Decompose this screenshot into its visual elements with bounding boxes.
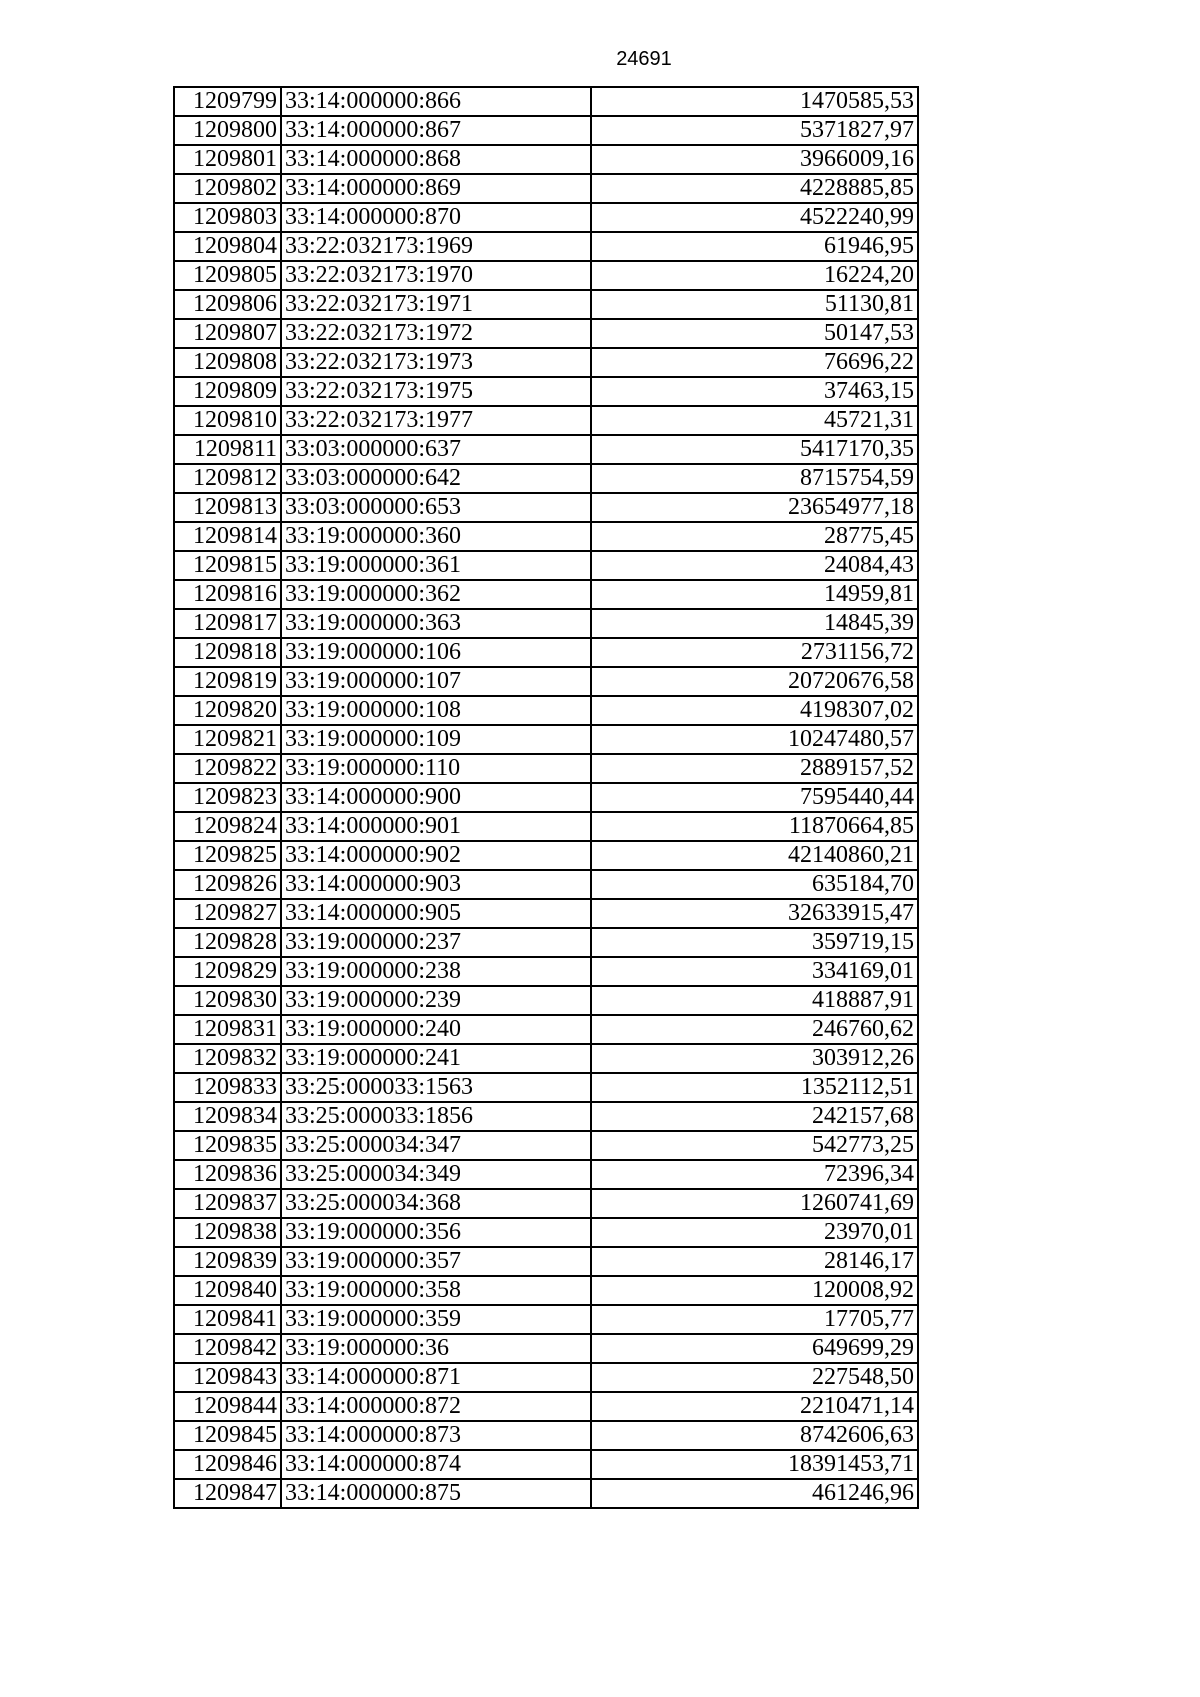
cadastral-value-cell: 1260741,69 xyxy=(591,1189,918,1218)
table-row xyxy=(174,1392,918,1421)
row-id-cell: 1209847 xyxy=(174,1479,281,1508)
row-id-cell: 1209818 xyxy=(174,638,281,667)
row-id-cell: 1209807 xyxy=(174,319,281,348)
cadastral-value-cell: 16224,20 xyxy=(591,261,918,290)
table-row xyxy=(174,609,918,638)
cadastral-number-cell: 33:25:000034:368 xyxy=(281,1189,591,1218)
cadastral-value-cell: 45721,31 xyxy=(591,406,918,435)
row-id-cell: 1209808 xyxy=(174,348,281,377)
row-id-cell: 1209834 xyxy=(174,1102,281,1131)
cadastral-value-cell: 23654977,18 xyxy=(591,493,918,522)
cadastral-value-cell: 24084,43 xyxy=(591,551,918,580)
cadastral-value-cell: 28775,45 xyxy=(591,522,918,551)
row-id-cell: 1209828 xyxy=(174,928,281,957)
cadastral-number-cell: 33:19:000000:107 xyxy=(281,667,591,696)
table-row xyxy=(174,638,918,667)
table-row xyxy=(174,696,918,725)
row-id-cell: 1209822 xyxy=(174,754,281,783)
cadastral-value-cell: 50147,53 xyxy=(591,319,918,348)
row-id-cell: 1209824 xyxy=(174,812,281,841)
table-row xyxy=(174,667,918,696)
row-id-cell: 1209812 xyxy=(174,464,281,493)
cadastral-value-cell: 1470585,53 xyxy=(591,87,918,116)
table-row xyxy=(174,899,918,928)
table-row xyxy=(174,1160,918,1189)
cadastral-number-cell: 33:19:000000:356 xyxy=(281,1218,591,1247)
row-id-cell: 1209846 xyxy=(174,1450,281,1479)
cadastral-number-cell: 33:19:000000:237 xyxy=(281,928,591,957)
row-id-cell: 1209817 xyxy=(174,609,281,638)
row-id-cell: 1209829 xyxy=(174,957,281,986)
cadastral-number-cell: 33:14:000000:874 xyxy=(281,1450,591,1479)
cadastral-value-cell: 42140860,21 xyxy=(591,841,918,870)
row-id-cell: 1209826 xyxy=(174,870,281,899)
table-row xyxy=(174,551,918,580)
table-row xyxy=(174,377,918,406)
row-id-cell: 1209836 xyxy=(174,1160,281,1189)
table-row xyxy=(174,1015,918,1044)
cadastral-value-cell: 3966009,16 xyxy=(591,145,918,174)
row-id-cell: 1209809 xyxy=(174,377,281,406)
row-id-cell: 1209815 xyxy=(174,551,281,580)
table-row xyxy=(174,870,918,899)
cadastral-number-cell: 33:14:000000:900 xyxy=(281,783,591,812)
table-row xyxy=(174,232,918,261)
table-row xyxy=(174,1131,918,1160)
cadastral-value-cell: 334169,01 xyxy=(591,957,918,986)
cadastral-value-cell: 10247480,57 xyxy=(591,725,918,754)
page-number: 24691 xyxy=(616,48,672,70)
table-row xyxy=(174,986,918,1015)
table-row xyxy=(174,1363,918,1392)
row-id-cell: 1209842 xyxy=(174,1334,281,1363)
cadastral-value-cell: 76696,22 xyxy=(591,348,918,377)
table-row xyxy=(174,1102,918,1131)
cadastral-value-cell: 5371827,97 xyxy=(591,116,918,145)
table-row xyxy=(174,464,918,493)
table-row xyxy=(174,1305,918,1334)
table-row xyxy=(174,1073,918,1102)
table-row xyxy=(174,348,918,377)
table-row xyxy=(174,957,918,986)
row-id-cell: 1209837 xyxy=(174,1189,281,1218)
table-row xyxy=(174,319,918,348)
row-id-cell: 1209811 xyxy=(174,435,281,464)
row-id-cell: 1209830 xyxy=(174,986,281,1015)
cadastral-value-cell: 1352112,51 xyxy=(591,1073,918,1102)
cadastral-value-cell: 11870664,85 xyxy=(591,812,918,841)
table-row xyxy=(174,1421,918,1450)
cadastral-number-cell: 33:19:000000:357 xyxy=(281,1247,591,1276)
table-row xyxy=(174,1247,918,1276)
cadastral-number-cell: 33:19:000000:239 xyxy=(281,986,591,1015)
row-id-cell: 1209802 xyxy=(174,174,281,203)
cadastral-value-cell: 461246,96 xyxy=(591,1479,918,1508)
cadastral-number-cell: 33:19:000000:362 xyxy=(281,580,591,609)
table-row xyxy=(174,522,918,551)
row-id-cell: 1209813 xyxy=(174,493,281,522)
row-id-cell: 1209806 xyxy=(174,290,281,319)
row-id-cell: 1209844 xyxy=(174,1392,281,1421)
cadastral-number-cell: 33:14:000000:872 xyxy=(281,1392,591,1421)
table-body xyxy=(174,87,918,1508)
cadastral-number-cell: 33:19:000000:36 xyxy=(281,1334,591,1363)
cadastral-value-cell: 242157,68 xyxy=(591,1102,918,1131)
cadastral-value-cell: 17705,77 xyxy=(591,1305,918,1334)
row-id-cell: 1209801 xyxy=(174,145,281,174)
cadastral-value-cell: 4228885,85 xyxy=(591,174,918,203)
cadastral-number-cell: 33:14:000000:905 xyxy=(281,899,591,928)
cadastral-number-cell: 33:22:032173:1971 xyxy=(281,290,591,319)
row-id-cell: 1209816 xyxy=(174,580,281,609)
cadastral-value-cell: 635184,70 xyxy=(591,870,918,899)
cadastral-value-cell: 14845,39 xyxy=(591,609,918,638)
cadastral-number-cell: 33:14:000000:902 xyxy=(281,841,591,870)
cadastral-number-cell: 33:14:000000:869 xyxy=(281,174,591,203)
cadastral-value-cell: 20720676,58 xyxy=(591,667,918,696)
row-id-cell: 1209820 xyxy=(174,696,281,725)
row-id-cell: 1209832 xyxy=(174,1044,281,1073)
row-id-cell: 1209803 xyxy=(174,203,281,232)
cadastral-number-cell: 33:19:000000:106 xyxy=(281,638,591,667)
cadastral-value-cell: 4198307,02 xyxy=(591,696,918,725)
table-row xyxy=(174,1450,918,1479)
table-row xyxy=(174,290,918,319)
cadastral-number-cell: 33:19:000000:363 xyxy=(281,609,591,638)
cadastral-value-cell: 32633915,47 xyxy=(591,899,918,928)
row-id-cell: 1209804 xyxy=(174,232,281,261)
cadastral-number-cell: 33:14:000000:867 xyxy=(281,116,591,145)
table-row xyxy=(174,261,918,290)
table-row xyxy=(174,174,918,203)
cadastral-value-cell: 649699,29 xyxy=(591,1334,918,1363)
cadastral-number-cell: 33:19:000000:240 xyxy=(281,1015,591,1044)
cadastral-value-cell: 8715754,59 xyxy=(591,464,918,493)
cadastral-value-cell: 61946,95 xyxy=(591,232,918,261)
table-row xyxy=(174,754,918,783)
cadastral-value-cell: 4522240,99 xyxy=(591,203,918,232)
cadastral-value-cell: 37463,15 xyxy=(591,377,918,406)
row-id-cell: 1209843 xyxy=(174,1363,281,1392)
cadastral-value-cell: 246760,62 xyxy=(591,1015,918,1044)
cadastral-number-cell: 33:22:032173:1969 xyxy=(281,232,591,261)
cadastral-number-cell: 33:19:000000:241 xyxy=(281,1044,591,1073)
cadastral-number-cell: 33:03:000000:637 xyxy=(281,435,591,464)
table-row xyxy=(174,203,918,232)
table-row xyxy=(174,1189,918,1218)
cadastral-value-cell: 120008,92 xyxy=(591,1276,918,1305)
cadastral-number-cell: 33:25:000034:349 xyxy=(281,1160,591,1189)
row-id-cell: 1209810 xyxy=(174,406,281,435)
cadastral-number-cell: 33:22:032173:1972 xyxy=(281,319,591,348)
cadastral-number-cell: 33:19:000000:358 xyxy=(281,1276,591,1305)
table-row xyxy=(174,580,918,609)
cadastral-number-cell: 33:19:000000:110 xyxy=(281,754,591,783)
cadastral-number-cell: 33:25:000033:1563 xyxy=(281,1073,591,1102)
cadastral-number-cell: 33:03:000000:642 xyxy=(281,464,591,493)
cadastral-value-cell: 72396,34 xyxy=(591,1160,918,1189)
cadastral-number-cell: 33:22:032173:1977 xyxy=(281,406,591,435)
table-row xyxy=(174,145,918,174)
table-row xyxy=(174,928,918,957)
cadastral-number-cell: 33:14:000000:866 xyxy=(281,87,591,116)
row-id-cell: 1209805 xyxy=(174,261,281,290)
row-id-cell: 1209841 xyxy=(174,1305,281,1334)
cadastral-number-cell: 33:03:000000:653 xyxy=(281,493,591,522)
cadastral-value-cell: 28146,17 xyxy=(591,1247,918,1276)
cadastral-number-cell: 33:14:000000:873 xyxy=(281,1421,591,1450)
cadastral-value-cell: 23970,01 xyxy=(591,1218,918,1247)
table-row xyxy=(174,1218,918,1247)
table-row xyxy=(174,783,918,812)
row-id-cell: 1209827 xyxy=(174,899,281,928)
cadastral-number-cell: 33:19:000000:360 xyxy=(281,522,591,551)
table-row xyxy=(174,1044,918,1073)
cadastral-value-cell: 227548,50 xyxy=(591,1363,918,1392)
cadastral-value-cell: 7595440,44 xyxy=(591,783,918,812)
row-id-cell: 1209839 xyxy=(174,1247,281,1276)
cadastral-value-cell: 418887,91 xyxy=(591,986,918,1015)
table-row xyxy=(174,116,918,145)
cadastral-value-cell: 542773,25 xyxy=(591,1131,918,1160)
cadastral-number-cell: 33:19:000000:361 xyxy=(281,551,591,580)
cadastral-value-cell: 18391453,71 xyxy=(591,1450,918,1479)
row-id-cell: 1209838 xyxy=(174,1218,281,1247)
row-id-cell: 1209840 xyxy=(174,1276,281,1305)
row-id-cell: 1209835 xyxy=(174,1131,281,1160)
cadastral-number-cell: 33:25:000033:1856 xyxy=(281,1102,591,1131)
cadastral-value-cell: 5417170,35 xyxy=(591,435,918,464)
table-row xyxy=(174,1276,918,1305)
row-id-cell: 1209819 xyxy=(174,667,281,696)
table-row xyxy=(174,406,918,435)
cadastral-number-cell: 33:14:000000:871 xyxy=(281,1363,591,1392)
row-id-cell: 1209833 xyxy=(174,1073,281,1102)
cadastral-value-cell: 51130,81 xyxy=(591,290,918,319)
cadastral-number-cell: 33:14:000000:870 xyxy=(281,203,591,232)
cadastral-number-cell: 33:22:032173:1975 xyxy=(281,377,591,406)
row-id-cell: 1209821 xyxy=(174,725,281,754)
table-row xyxy=(174,435,918,464)
row-id-cell: 1209831 xyxy=(174,1015,281,1044)
cadastral-number-cell: 33:19:000000:109 xyxy=(281,725,591,754)
cadastral-number-cell: 33:22:032173:1970 xyxy=(281,261,591,290)
cadastral-number-cell: 33:14:000000:903 xyxy=(281,870,591,899)
table-row xyxy=(174,1334,918,1363)
row-id-cell: 1209823 xyxy=(174,783,281,812)
cadastral-number-cell: 33:19:000000:108 xyxy=(281,696,591,725)
table-row xyxy=(174,841,918,870)
row-id-cell: 1209845 xyxy=(174,1421,281,1450)
cadastral-value-cell: 303912,26 xyxy=(591,1044,918,1073)
cadastral-number-cell: 33:14:000000:875 xyxy=(281,1479,591,1508)
cadastral-value-cell: 2731156,72 xyxy=(591,638,918,667)
row-id-cell: 1209825 xyxy=(174,841,281,870)
table-row xyxy=(174,1479,918,1508)
row-id-cell: 1209800 xyxy=(174,116,281,145)
row-id-cell: 1209814 xyxy=(174,522,281,551)
cadastral-value-cell: 359719,15 xyxy=(591,928,918,957)
cadastral-number-cell: 33:22:032173:1973 xyxy=(281,348,591,377)
cadastral-value-cell: 8742606,63 xyxy=(591,1421,918,1450)
cadastral-value-cell: 2889157,52 xyxy=(591,754,918,783)
table-row xyxy=(174,812,918,841)
row-id-cell: 1209799 xyxy=(174,87,281,116)
cadastral-value-cell: 14959,81 xyxy=(591,580,918,609)
cadastral-number-cell: 33:14:000000:868 xyxy=(281,145,591,174)
table-row xyxy=(174,725,918,754)
cadastral-number-cell: 33:19:000000:359 xyxy=(281,1305,591,1334)
cadastral-number-cell: 33:25:000034:347 xyxy=(281,1131,591,1160)
cadastral-value-table xyxy=(173,86,919,1509)
cadastral-number-cell: 33:19:000000:238 xyxy=(281,957,591,986)
table-row xyxy=(174,493,918,522)
table-row xyxy=(174,87,918,116)
cadastral-value-cell: 2210471,14 xyxy=(591,1392,918,1421)
cadastral-number-cell: 33:14:000000:901 xyxy=(281,812,591,841)
